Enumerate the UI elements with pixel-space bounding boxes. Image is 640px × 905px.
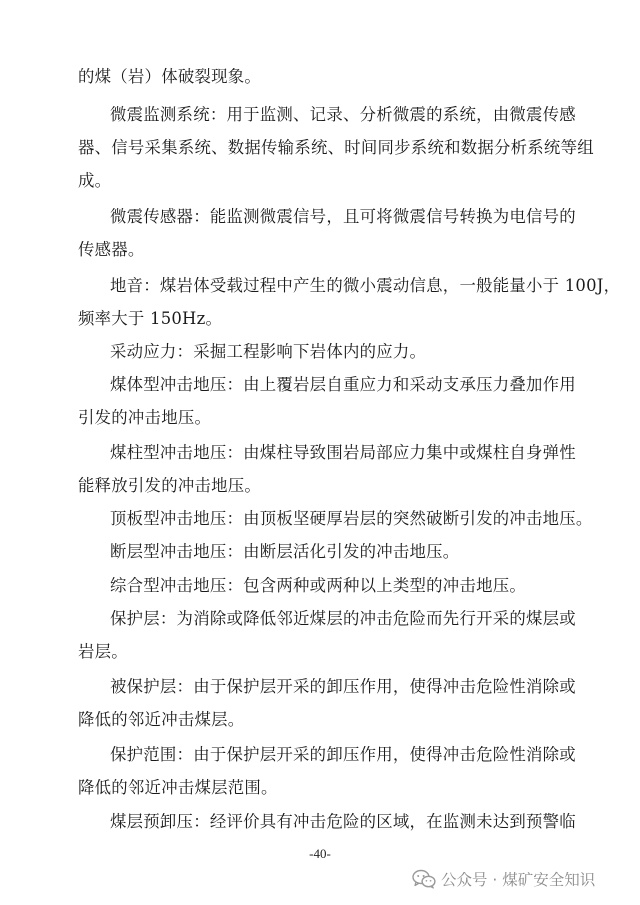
watermark: [412, 866, 595, 892]
text-line: 器、信号采集系统、数据传输系统、时间同步系统和数据分析系统等组: [78, 138, 594, 157]
text-line: 保护范围：由于保护层开采的卸压作用，使得冲击危险性消除或: [110, 745, 576, 764]
text-line: 地音：煤岩体受载过程中产生的微小震动信息，一般能量小于 100J，: [110, 276, 621, 295]
text-line: 降低的邻近冲击煤层。: [78, 710, 245, 729]
text-line: 煤体型冲击地压：由上覆岩层自重应力和采动支承压力叠加作用: [110, 375, 576, 394]
text-line: 成。: [78, 171, 112, 190]
text-line: 降低的邻近冲击煤层范围。: [78, 778, 278, 797]
page-number: -40-: [309, 846, 331, 861]
text-line: 煤层预卸压：经评价具有冲击危险的区域，在监测未达到预警临: [110, 812, 576, 831]
text-line: 微震监测系统：用于监测、记录、分析微震的系统，由微震传感: [110, 105, 576, 124]
watermark-text: 公众号 · 煤矿安全知识: [441, 871, 596, 889]
text-line: 微震传感器：能监测微震信号，且可将微震信号转换为电信号的: [110, 207, 576, 226]
text-line: 断层型冲击地压：由断层活化引发的冲击地压。: [110, 542, 460, 561]
text-line: 保护层：为消除或降低邻近煤层的冲击危险而先行开采的煤层或: [110, 609, 576, 628]
text-line: 采动应力：采掘工程影响下岩体内的应力。: [110, 342, 427, 361]
text-line: 煤柱型冲击地压：由煤柱导致围岩局部应力集中或煤柱自身弹性: [110, 443, 576, 462]
text-line: 传感器。: [78, 240, 145, 259]
text-line: 频率大于 150Hz。: [78, 309, 223, 328]
text-line: 被保护层：由于保护层开采的卸压作用，使得冲击危险性消除或: [110, 677, 576, 696]
text-line: 岩层。: [78, 642, 128, 661]
text-line: 顶板型冲击地压：由顶板坚硬厚岩层的突然破断引发的冲击地压。: [110, 509, 593, 528]
wechat-icon: [412, 869, 436, 889]
text-line: 综合型冲击地压：包含两种或两种以上类型的冲击地压。: [110, 576, 527, 595]
text-line: 引发的冲击地压。: [78, 408, 212, 427]
text-line: 能释放引发的冲击地压。: [78, 476, 262, 495]
text-line: 的煤（岩）体破裂现象。: [78, 67, 262, 86]
